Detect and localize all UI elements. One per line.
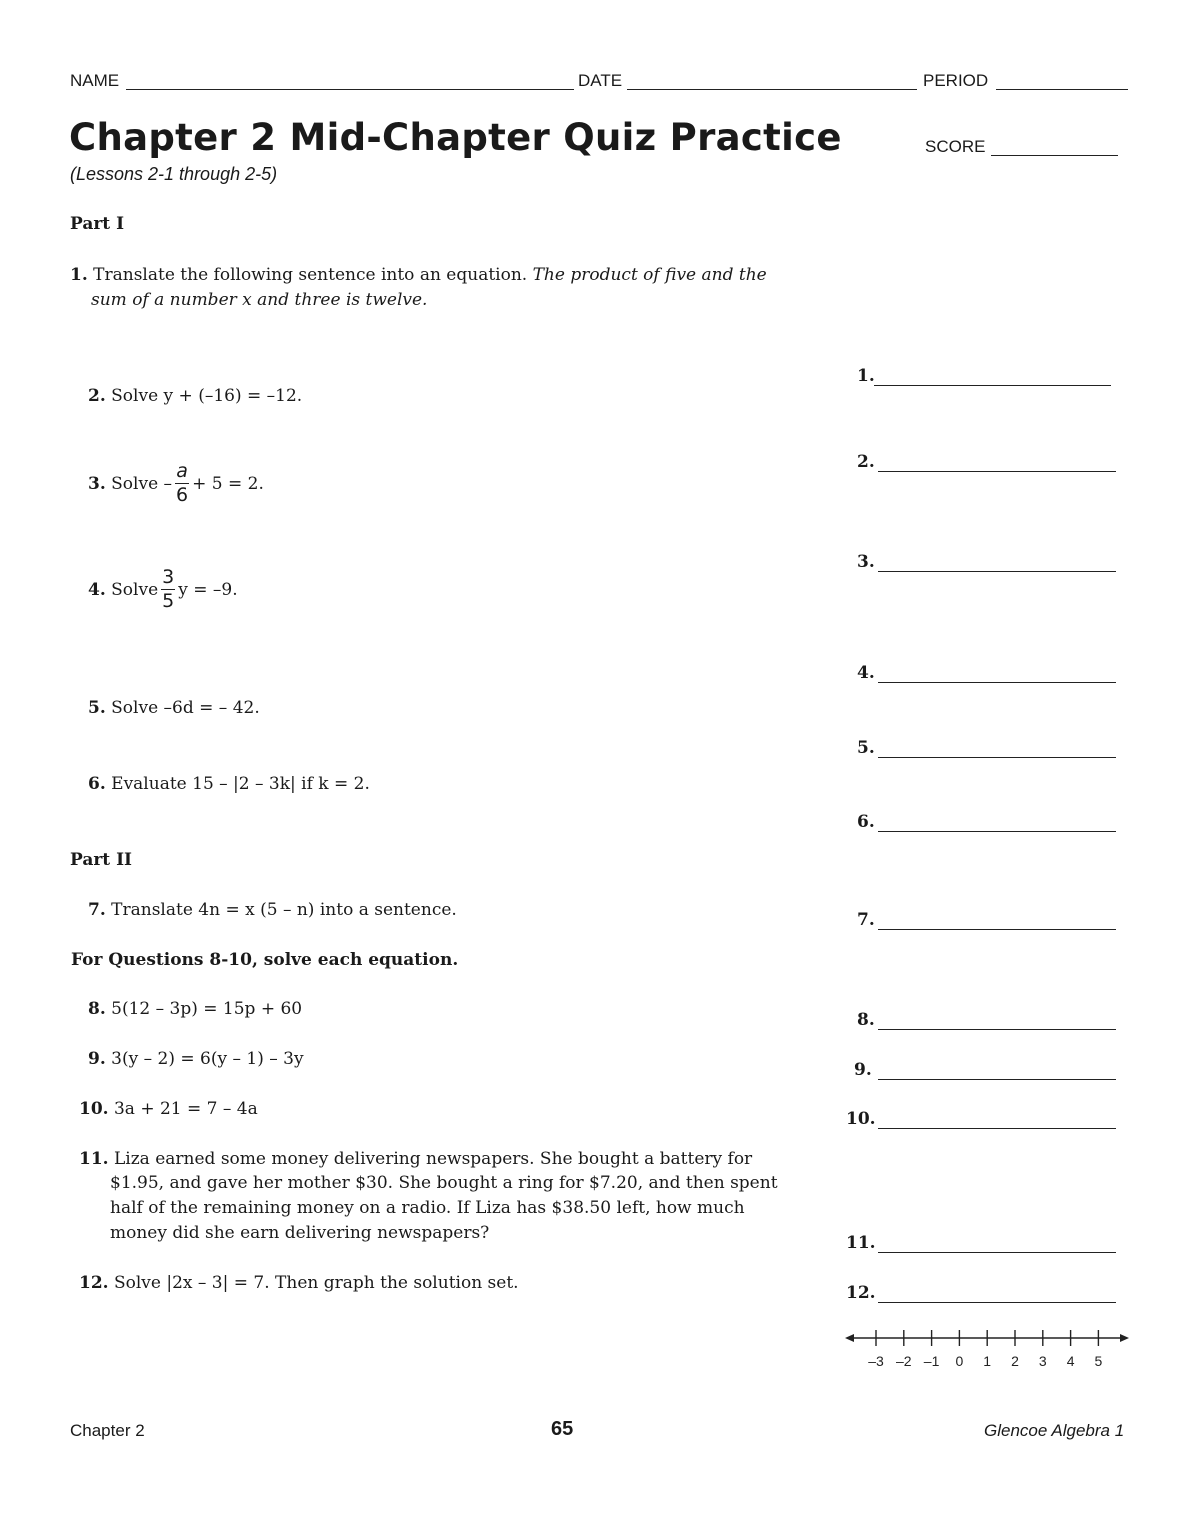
answer-12-field[interactable] xyxy=(878,1302,1116,1303)
name-field[interactable] xyxy=(126,89,574,90)
question-italic-text: The product of five and the xyxy=(532,265,767,285)
number-line-tick-label: –3 xyxy=(868,1353,884,1369)
answer-5-field[interactable] xyxy=(878,757,1116,758)
question-11-line-2: $1.95, and gave her mother $30. She bought a ring for $7.20, and then spent xyxy=(110,1173,778,1193)
answer-2: 2. xyxy=(857,452,875,472)
answer-7: 7. xyxy=(857,910,875,930)
number-line-tick-label: 5 xyxy=(1094,1353,1103,1369)
answer-11-field[interactable] xyxy=(878,1252,1116,1253)
question-11-line-3: half of the remaining money on a radio. If Liza has $38.50 left, how much xyxy=(110,1198,745,1218)
question-7: 7. Translate 4n = x (5 – n) into a sentence. xyxy=(88,900,457,920)
part-one-heading: Part I xyxy=(70,214,125,234)
question-1 xyxy=(70,265,767,285)
page-number: 65 xyxy=(551,1418,574,1440)
date-field[interactable] xyxy=(627,89,917,90)
answer-4: 4. xyxy=(857,663,875,683)
page-subtitle: (Lessons 2-1 through 2-5) xyxy=(70,164,278,184)
date-label: DATE xyxy=(578,71,623,90)
answer-7-field[interactable] xyxy=(878,929,1116,930)
answer-3: 3. xyxy=(857,552,875,572)
number-line-tick-label: 0 xyxy=(955,1353,964,1369)
fraction-a-over-6: $\frac{a}{6}$ xyxy=(176,460,189,506)
answer-8-field[interactable] xyxy=(878,1029,1116,1030)
page-title: Chapter 2 Mid-Chapter Quiz Practice xyxy=(69,116,842,159)
question-2: 2. Solve y + (–16) = –12. xyxy=(88,386,303,406)
number-line-tick-label: –2 xyxy=(896,1353,912,1369)
answer-6-field[interactable] xyxy=(878,831,1116,832)
period-field[interactable] xyxy=(996,89,1128,90)
score-field[interactable] xyxy=(991,155,1118,156)
question-6: 6. Evaluate 15 – |2 – 3k| if k = 2. xyxy=(88,774,370,794)
number-line-tick-label: –1 xyxy=(923,1353,940,1369)
answer-12: 12. xyxy=(846,1283,876,1303)
number-line-right-arrow xyxy=(1120,1334,1129,1342)
question-text: Translate the following sentence into an equation. xyxy=(93,265,528,285)
question-10: 10. 3a + 21 = 7 – 4a xyxy=(79,1099,258,1119)
question-11-line-4: money did she earn delivering newspapers? xyxy=(110,1223,490,1243)
answer-10: 10. xyxy=(846,1109,876,1129)
name-label: NAME xyxy=(70,71,120,90)
score-label: SCORE xyxy=(925,137,986,156)
question-1-line-2: sum of a number x and three is twelve. xyxy=(91,290,428,310)
period-label: PERIOD xyxy=(923,71,989,90)
number-line-tick-label: 2 xyxy=(1011,1353,1019,1369)
answer-1-field[interactable] xyxy=(874,385,1111,386)
footer-chapter: Chapter 2 xyxy=(70,1421,145,1440)
question-9: 9. 3(y – 2) = 6(y – 1) – 3y xyxy=(88,1049,304,1069)
question-11: 11. Liza earned some money delivering newspapers. She bought a battery for xyxy=(79,1149,753,1169)
answer-9: 9. xyxy=(854,1060,872,1080)
answer-9-field[interactable] xyxy=(878,1079,1116,1080)
number-line[interactable] xyxy=(840,1322,1140,1382)
question-8: 8. 5(12 – 3p) = 15p + 60 xyxy=(88,999,303,1019)
number-line-tick-label: 3 xyxy=(1038,1353,1047,1369)
footer-book-title: Glencoe Algebra 1 xyxy=(984,1421,1125,1440)
answer-6: 6. xyxy=(857,812,875,832)
question-number: 1. xyxy=(70,265,88,285)
answer-3-field[interactable] xyxy=(878,571,1116,572)
answer-11: 11. xyxy=(846,1233,876,1253)
fraction-3-over-5: $\frac{3}{5}$ xyxy=(162,566,175,612)
answer-10-field[interactable] xyxy=(878,1128,1116,1129)
instruction-8-10: For Questions 8-10, solve each equation. xyxy=(71,950,459,970)
number-line-tick-label: 4 xyxy=(1066,1353,1075,1369)
question-12: 12. Solve |2x – 3| = 7. Then graph the solution set. xyxy=(79,1273,519,1293)
question-5: 5. Solve –6d = – 42. xyxy=(88,698,260,718)
part-two-heading: Part II xyxy=(70,850,132,870)
number-line-left-arrow xyxy=(845,1334,854,1342)
question-4: 4. Solve $\frac{3}{5}$ y = –9. xyxy=(88,566,238,612)
answer-2-field[interactable] xyxy=(878,471,1116,472)
answer-8: 8. xyxy=(857,1010,875,1030)
answer-4-field[interactable] xyxy=(878,682,1116,683)
question-3: 3. Solve – $\frac{a}{6}$ + 5 = 2. xyxy=(88,460,264,506)
number-line-tick-label: 1 xyxy=(983,1353,992,1369)
answer-5: 5. xyxy=(857,738,875,758)
answer-1: 1. xyxy=(857,366,875,386)
